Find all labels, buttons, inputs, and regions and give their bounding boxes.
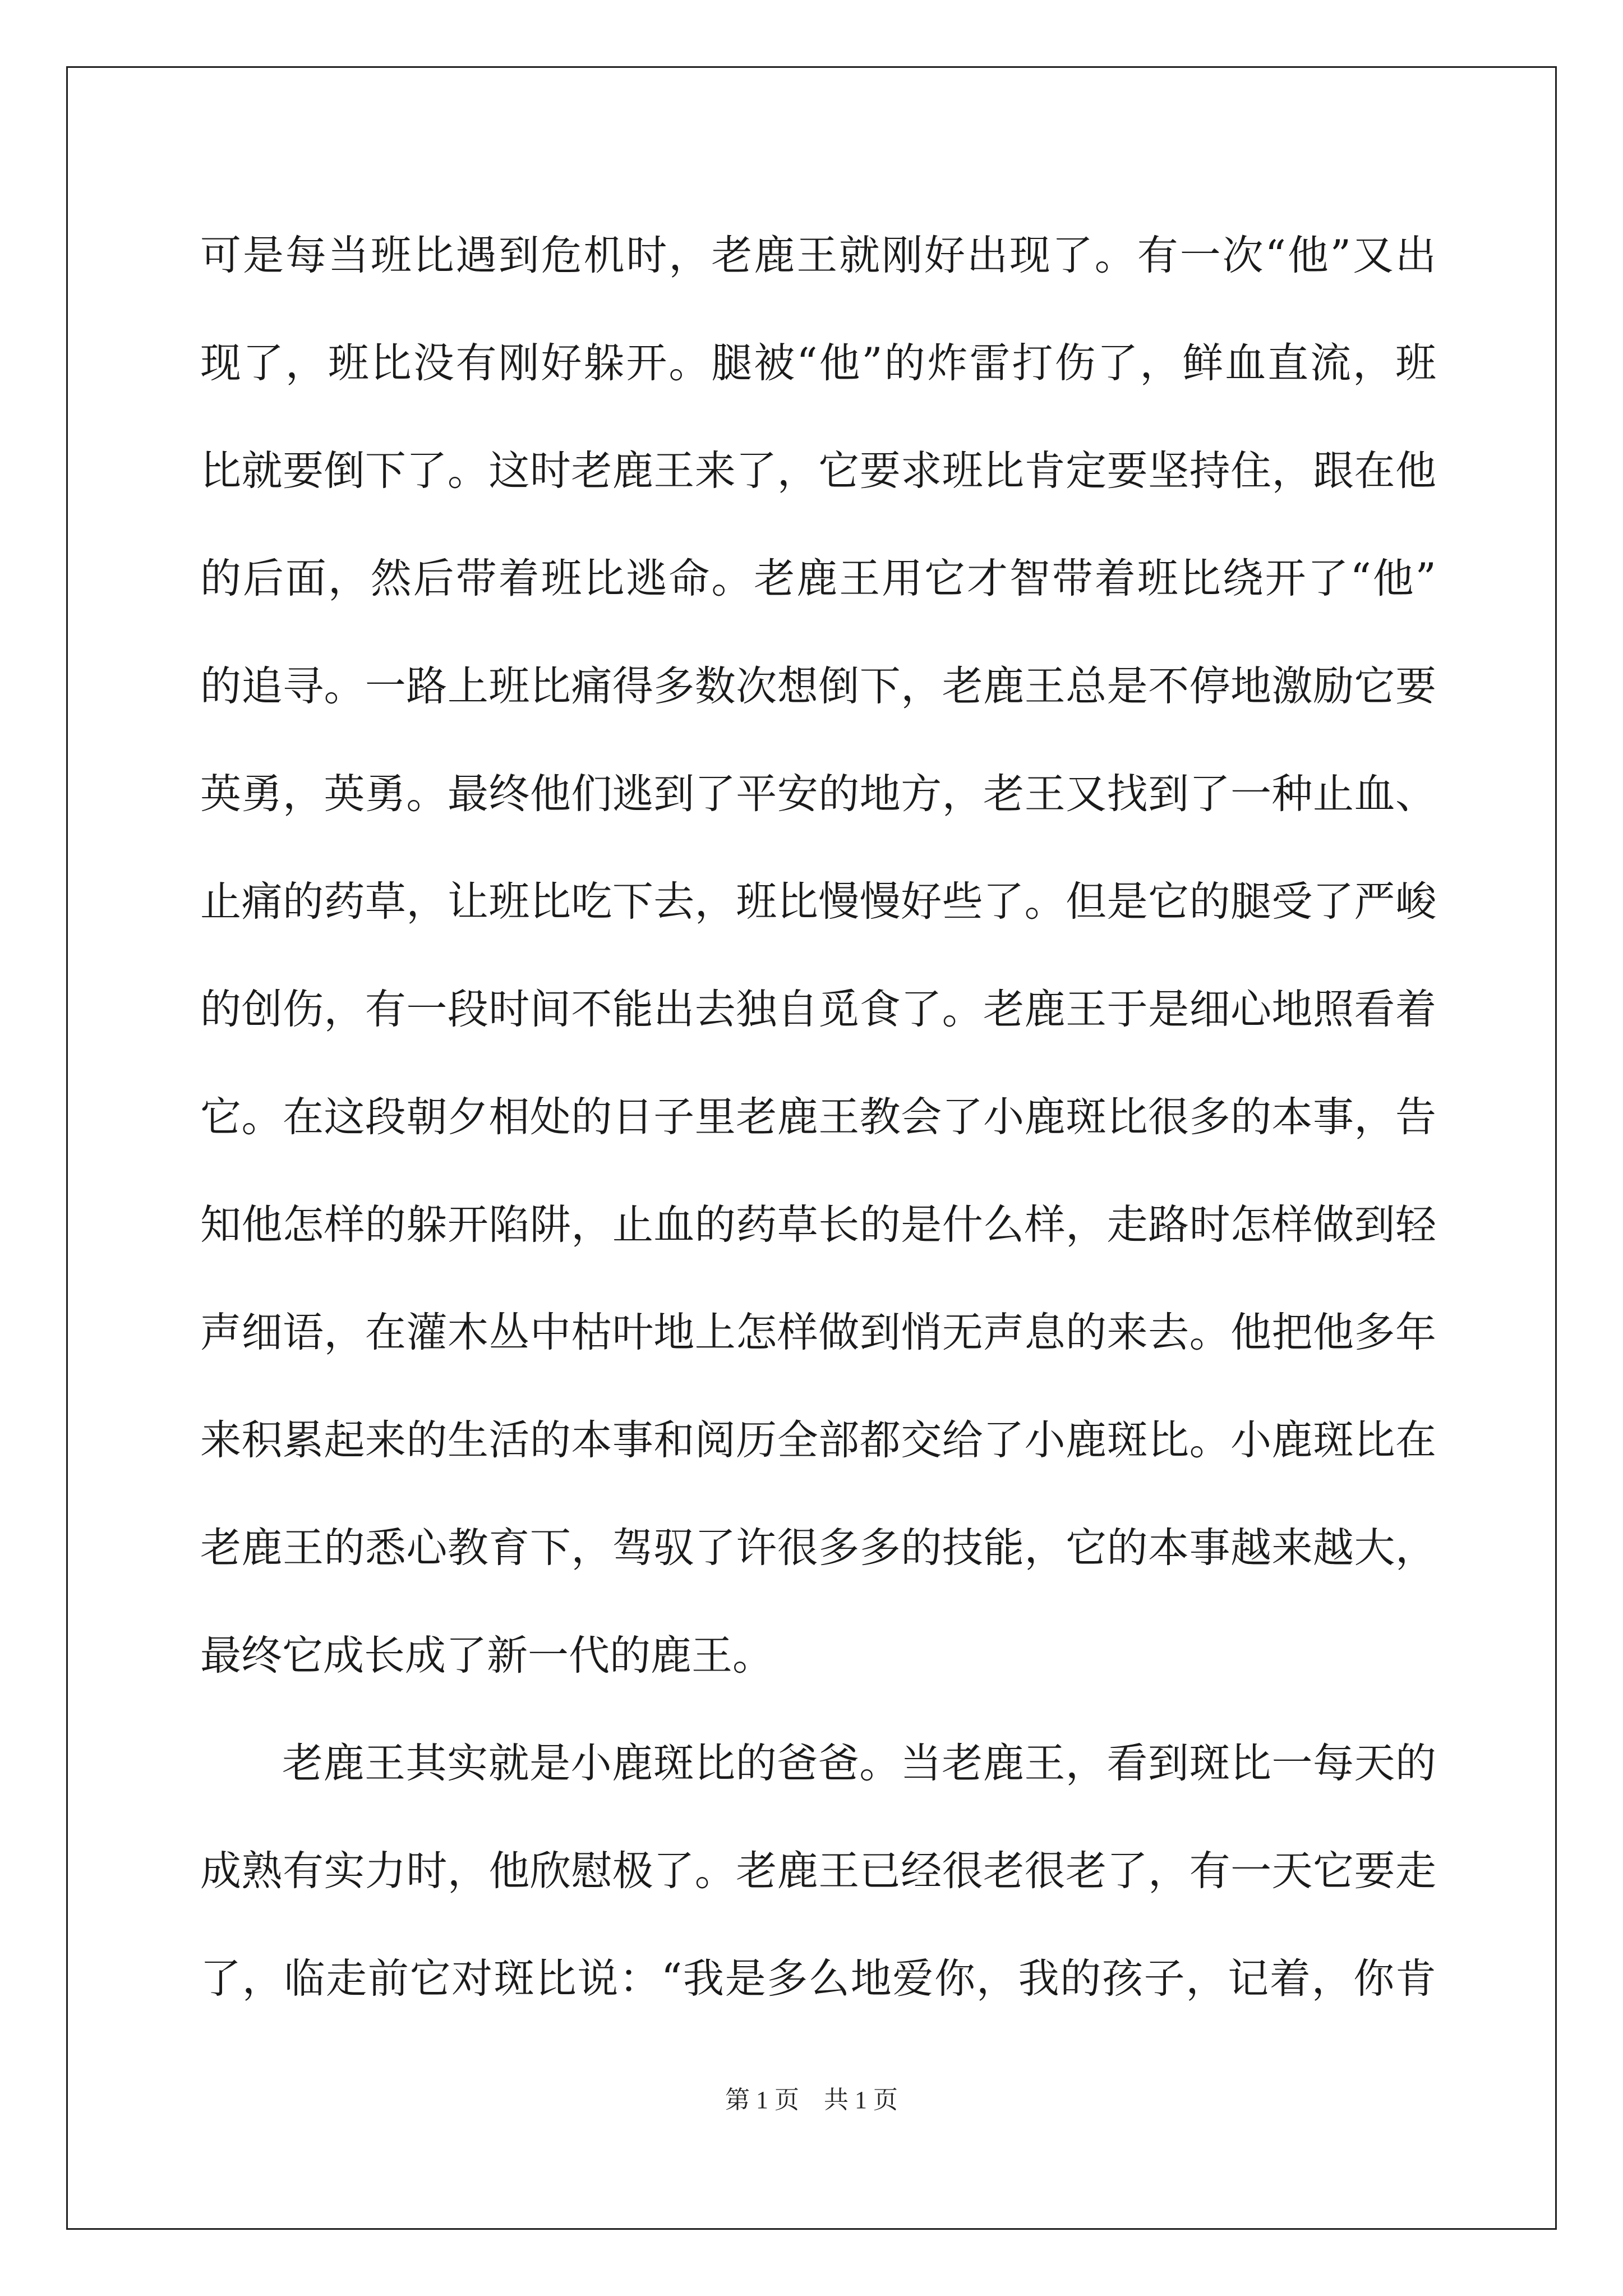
text-line: 止痛的药草，让班比吃下去，班比慢慢好些了。但是它的腿受了严峻 (200, 878, 1436, 926)
text-line: 成熟有实力时，他欣慰极了。老鹿王已经很老很老了，有一天它要走 (200, 1847, 1436, 1895)
text-line: 声细语，在灌木丛中枯叶地上怎样做到悄无声息的来去。他把他多年 (200, 1309, 1436, 1356)
text-line: 的追寻。一路上班比痛得多数次想倒下，老鹿王总是不停地激励它要 (200, 662, 1436, 710)
text-line: 了，临走前它对斑比说：“我是多么地爱你，我的孩子，记着，你肯 (200, 1955, 1436, 2003)
text-line: 老鹿王的悉心教育下，驾驭了许很多多的技能，它的本事越来越大， (200, 1524, 1436, 1572)
text-line: 比就要倒下了。这时老鹿王来了，它要求班比肯定要坚持住，跟在他 (200, 447, 1436, 495)
page-number-footer: 第 1 页 共 1 页 (725, 2086, 898, 2114)
text-line: 英勇，英勇。最终他们逃到了平安的地方，老王又找到了一种止血、 (200, 770, 1436, 818)
text-line: 它。在这段朝夕相处的日子里老鹿王教会了小鹿斑比很多的本事，告 (200, 1093, 1436, 1141)
text-line: 现了，班比没有刚好躲开。腿被“他”的炸雷打伤了，鲜血直流，班 (200, 339, 1436, 387)
text-line: 来积累起来的生活的本事和阅历全部都交给了小鹿斑比。小鹿斑比在 (200, 1416, 1436, 1464)
text-line: 的创伤，有一段时间不能出去独自觅食了。老鹿王于是细心地照看着 (200, 986, 1436, 1033)
paragraph-first-line: 老鹿王其实就是小鹿斑比的爸爸。当老鹿王，看到斑比一每天的 (282, 1740, 1436, 1787)
text-line: 可是每当班比遇到危机时，老鹿王就刚好出现了。有一次“他”又出 (200, 232, 1436, 279)
text-line: 的后面，然后带着班比逃命。老鹿王用它才智带着班比绕开了“他” (200, 555, 1436, 602)
document-body (200, 202, 1436, 2033)
text-line: 知他怎样的躲开陷阱，止血的药草长的是什么样，走路时怎样做到轻 (200, 1201, 1436, 1249)
paragraph-end-line: 最终它成长成了新一代的鹿王。 (200, 1632, 773, 1680)
